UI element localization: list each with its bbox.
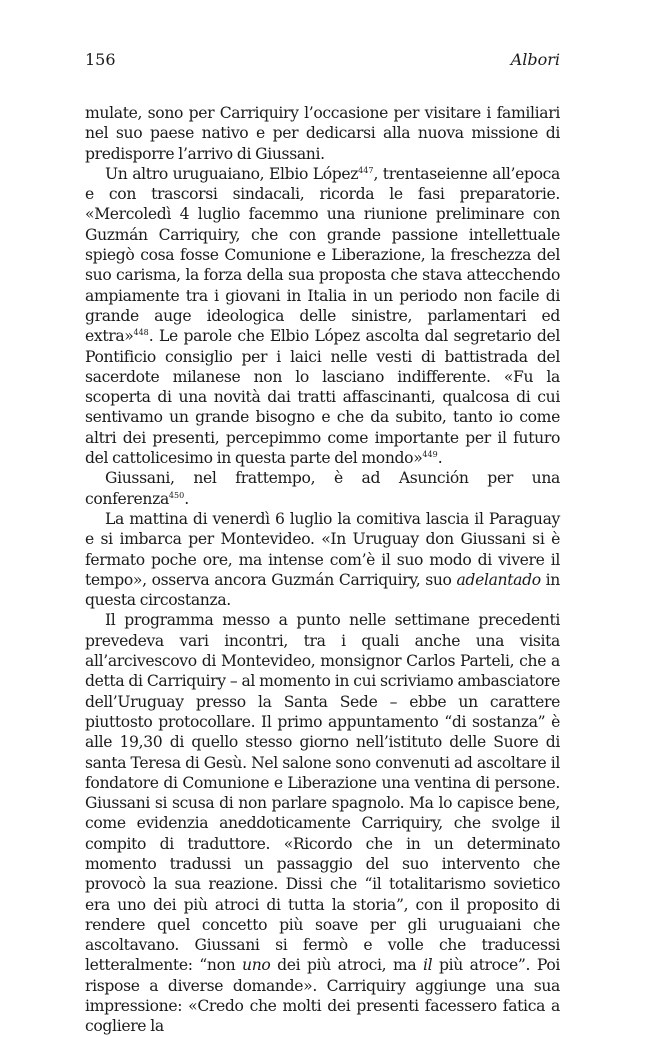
footnote-marker: 450 <box>168 490 185 500</box>
text-run: Il programma messo a punto nelle settimane precedenti prevedeva vari incontri, tra i quali anche una visita all’arcivescovo di Montevideo, monsignor Carlos Parteli, che a detta di Carriquiry – al momento in cui scriviamo ambasciatore dell’Uruguay presso la Santa Sede – ebbe un carattere piuttosto protocollare. Il primo appuntamento “di sostanza” è alle 19,30 di quello stesso giorno nell’istituto delle Suore di santa Teresa di Gesù. Nel salone sono convenuti ad ascoltare il fondatore di Comunione e Liberazione una ventina di persone. Giussani si scusa di non parlare spagnolo. Ma lo capisce bene, come evidenzia aneddoticamente Carriquiry, che svolge il compito di traduttore. «Ricordo che in un determinato momento tradussi un passaggio del suo intervento che provocò la sua reazione. Dissi che “il totalitarismo sovietico era uno dei più atroci di tutta la storia”, con il proposito di rendere quel concetto più soave per gli uruguaiani che ascoltavano. Giussani si fermò e volle che traducessi letteralmente: “non <box>85 611 560 975</box>
paragraph <box>85 164 560 468</box>
text-run: in questa circostanza. <box>85 570 560 610</box>
body-text <box>85 103 560 1037</box>
page-header <box>85 50 560 74</box>
text-run: , trentaseienne all’epoca e con trascorsi sindacali, ricorda le fasi preparatorie. «Mercoledì 4 luglio facemmo una riunione preliminare con Guzmán Carriquiry, che con grande passione intellettuale spiegò cosa fosse Comunione e Liberazione, la freschezza del suo carisma, la forza della sua proposta che stava attecchendo ampiamente tra i giovani in Italia in un periodo non facile di grande auge ideologica delle sinistre, parlamentari ed extra» <box>85 164 560 346</box>
text-run: . <box>437 449 443 468</box>
text-run: . <box>184 489 189 508</box>
running-title: Albori <box>510 50 560 69</box>
footnote-marker: 448 <box>133 328 149 338</box>
italic-text: il <box>423 956 433 975</box>
page-number: 156 <box>85 50 116 69</box>
text-run: La mattina di venerdì 6 luglio la comitiva lascia il Paraguay e si imbarca per Montevideo. «In Uruguay don Giussani si è fermato poche ore, ma intense com’è il suo modo di vivere il tempo», osserva ancora Guzmán Carriquiry, suo <box>85 509 560 589</box>
text-run: Un altro uruguaiano, Elbio López <box>105 164 359 183</box>
footnote-marker: 447 <box>358 165 374 175</box>
text-run: . Le parole che Elbio López ascolta dal segretario del Pontificio consiglio per i laici nelle vesti di battistrada del sacerdote milanese non lo lasciano indifferente. «Fu la scoperta di una novità dai tratti affascinanti, qualcosa di cui sentivamo un grande bisogno e che da subito, tanto io come altri dei presenti, percepimmo come importante per il futuro del cattolicesimo in questa parte del mondo» <box>85 327 560 468</box>
paragraph <box>85 509 560 610</box>
paragraph <box>85 610 560 1036</box>
paragraph <box>85 468 560 509</box>
italic-text: uno <box>242 956 271 975</box>
text-run: dei più atroci, ma <box>270 956 424 975</box>
footnote-marker: 449 <box>422 450 438 460</box>
paragraph <box>85 103 560 164</box>
text-run: mulate, sono per Carriquiry l’occasione per visitare i familiari nel suo paese nativo e per dedicarsi alla nuova missione di predisporre l’arrivo di Giussani. <box>85 104 560 163</box>
italic-text: adelantado <box>456 570 541 589</box>
text-run: più atroce”. Poi rispose a diverse domande». Carriquiry aggiunge una sua impressione: «Credo che molti dei presenti facessero fatica a cogliere la <box>85 956 561 1036</box>
text-run: Giussani, nel frattempo, è ad Asunción per una conferenza <box>85 469 560 508</box>
